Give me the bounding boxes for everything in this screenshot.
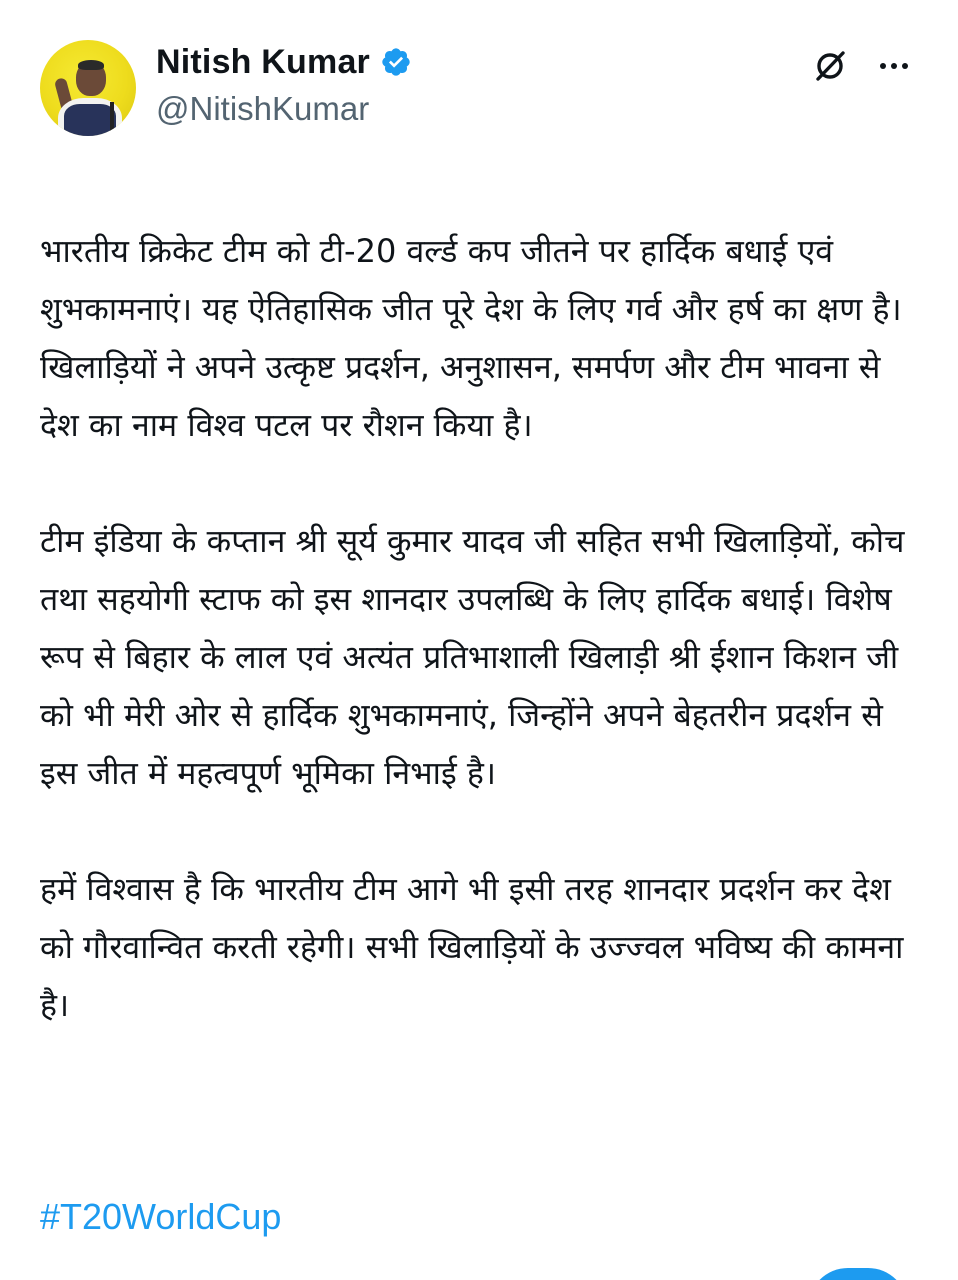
avatar-vest — [64, 104, 116, 136]
grok-icon — [810, 46, 850, 86]
author-handle[interactable]: @NitishKumar — [156, 90, 370, 127]
avatar-hair — [78, 60, 104, 70]
avatar-mic — [110, 102, 114, 136]
grok-button[interactable] — [808, 44, 852, 88]
tweet-paragraph: टीम इंडिया के कप्तान श्री सूर्य कुमार यादव जी सहित सभी खिलाड़ियों, कोच तथा सहयोगी स्टाफ को इस शानदार उपलब्धि के लिए हार्दिक बधाई। विशेष रूप से बिहार के लाल एवं अत्यंत प्रतिभाशाली खिलाड़ी श्री ईशान किशन जी को भी मेरी ओर से हार्दिक शुभकामनाएं, जिन्होंने अपने बेहतरीन प्रदर्शन से इस जीत में महत्वपूर्ण भूमिका निभाई है। — [40, 522, 905, 792]
author-name-row[interactable] — [156, 42, 412, 82]
hashtag-link[interactable]: #T20WorldCup — [40, 1196, 282, 1237]
avatar[interactable] — [40, 40, 136, 136]
tweet-paragraph: भारतीय क्रिकेट टीम को टी-20 वर्ल्ड कप जीतने पर हार्दिक बधाई एवं शुभकामनाएं। यह ऐतिहासिक जीत पूरे देश के लिए गर्व और हर्ष का क्षण है। खिलाड़ियों ने अपने उत्कृष्ट प्रदर्शन, अनुशासन, समर्पण और टीम भावना से देश का नाम विश्व पटल पर रौशन किया है। — [40, 232, 902, 444]
tweet-paragraph: हमें विश्वास है कि भारतीय टीम आगे भी इसी तरह शानदार प्रदर्शन कर देश को गौरवान्वित करती रहेगी। सभी खिलाड़ियों के उज्ज्वल भविष्य की कामना है। — [40, 870, 904, 1024]
compose-fab[interactable] — [808, 1268, 908, 1280]
more-options-button[interactable] — [872, 44, 916, 88]
tweet-header — [0, 0, 958, 150]
tweet-text — [40, 222, 920, 1092]
author-display-name[interactable]: Nitish Kumar — [156, 42, 370, 81]
more-horizontal-icon — [874, 46, 914, 86]
verified-badge-icon — [380, 46, 412, 78]
